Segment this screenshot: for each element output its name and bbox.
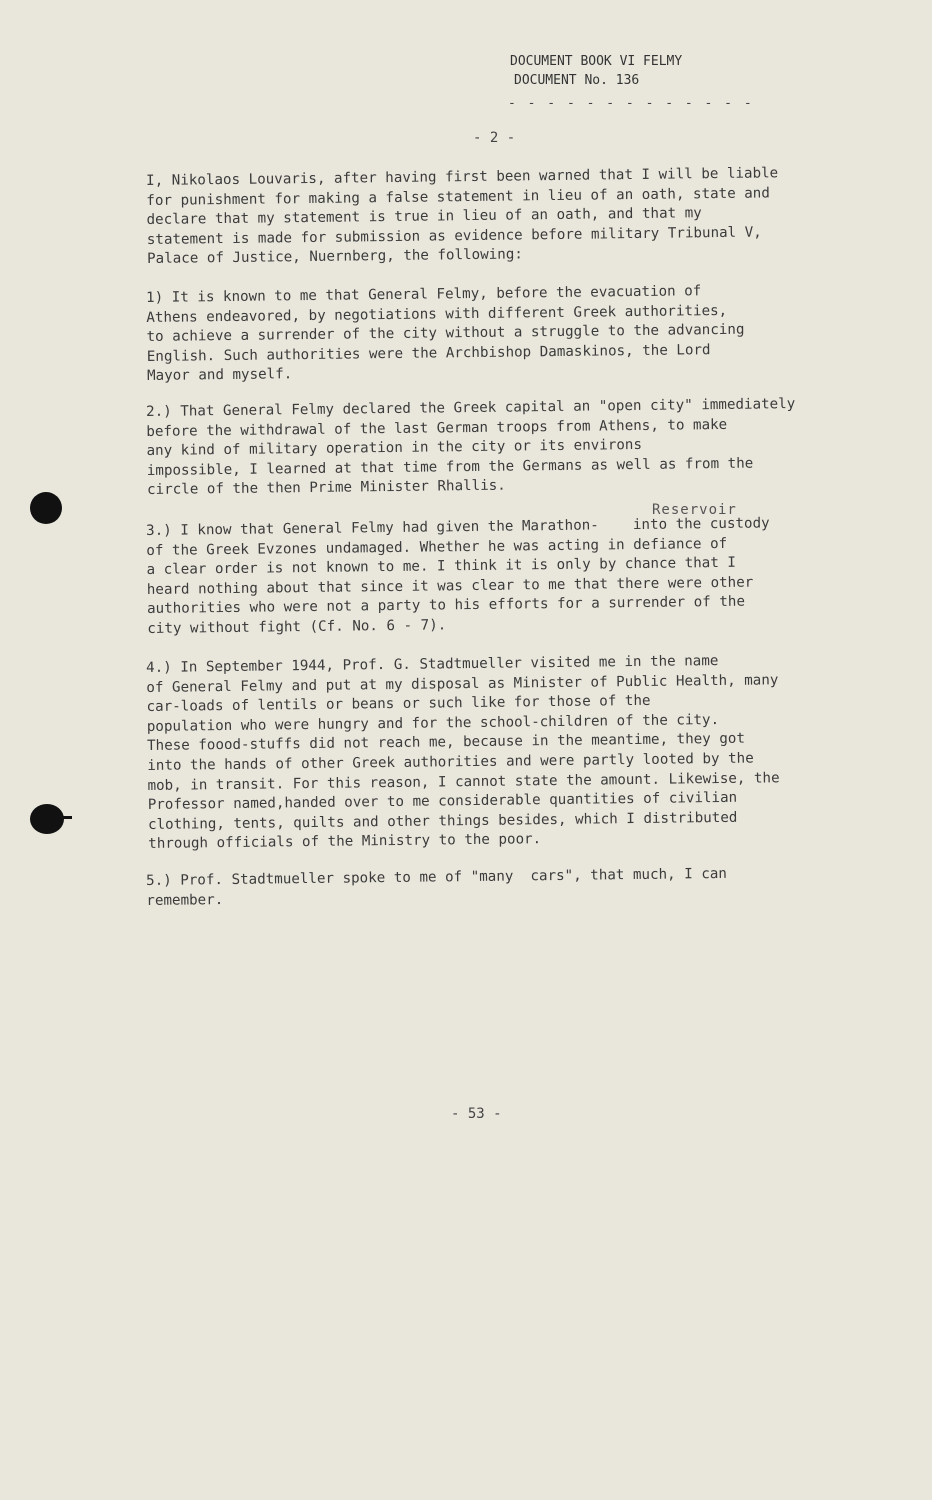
text-line: mob, in transit. For this reason, I cannot state the amount. Likewise, the	[147, 769, 780, 794]
text-line: 1) It is known to me that General Felmy, before the evacuation of	[146, 283, 702, 306]
text-line: population who were hungry and for the school-children of the city.	[146, 711, 720, 735]
text-line: of General Felmy and put at my disposal as Minister of Public Health, many	[146, 671, 779, 696]
text-line: statement is made for submission as evidence before military Tribunal V,	[146, 224, 762, 248]
document-book-title: DOCUMENT BOOK VI FELMY	[510, 54, 683, 69]
text-line: Professor named,handed over to me considerable quantities of civilian	[147, 789, 738, 814]
text-line: into the hands of other Greek authorities and were partly looted by the	[147, 750, 754, 774]
text-line: 4.) In September 1944, Prof. G. Stadtmueller visited me in the name	[146, 653, 719, 676]
punch-hole	[30, 492, 62, 524]
paragraph-4	[146, 650, 888, 855]
text-line: authorities who were not a party to his efforts for a surrender of the	[146, 594, 746, 618]
text-line: a clear order is not known to me. I think it is only by chance that I	[146, 554, 737, 579]
text-line: circle of the then Prime Minister Rhallis.	[146, 477, 506, 499]
text-line: 5.) Prof. Stadtmueller spoke to me of "many cars", that much, I can	[146, 865, 728, 889]
page-marker-top: - 2 -	[473, 130, 516, 146]
text-line: English. Such authorities were the Archbishop Damaskinos, the Lord	[146, 341, 711, 365]
page-number: - 53 -	[451, 1106, 502, 1122]
text-line: impossible, I learned at that time from the Germans as well as from the	[146, 455, 754, 479]
document-header	[510, 52, 682, 90]
punch-hole-tear	[62, 816, 72, 819]
header-separator: - - - - - - - - - - - - -	[508, 96, 754, 111]
text-line: Athens endeavored, by negotiations with different Greek authorities,	[146, 302, 728, 326]
paragraph-1	[146, 280, 887, 387]
intro-paragraph	[146, 163, 887, 270]
text-line: remember.	[146, 891, 224, 909]
text-line: I, Nikolaos Louvaris, after having first been warned that I will be liable	[146, 165, 779, 189]
text-line: 3.) I know that General Felmy had given the Marathon- into the custody	[146, 515, 770, 539]
paragraph-3	[146, 513, 887, 640]
text-line: through officials of the Ministry to the poor.	[148, 831, 542, 853]
text-line: car-loads of lentils or beans or such like for those of the	[146, 693, 651, 716]
text-line: to achieve a surrender of the city without a struggle to the advancing	[146, 321, 745, 346]
text-line: any kind of military operation in the city or its environs	[146, 437, 643, 460]
text-line: These foood-stuffs did not reach me, because in the meantime, they got	[146, 731, 746, 755]
text-line: city without fight (Cf. No. 6 - 7).	[147, 617, 447, 637]
paragraph-5	[146, 863, 886, 911]
document-number: DOCUMENT No. 136	[514, 73, 640, 88]
handwritten-insert-reservoir: Reservoir	[652, 502, 737, 518]
text-line: Palace of Justice, Nuernberg, the following:	[146, 246, 523, 268]
text-line: 2.) That General Felmy declared the Greek capital an "open city" immediately	[146, 396, 796, 420]
text-line: heard nothing about that since it was clear to me that there were other	[146, 574, 754, 598]
text-line: for punishment for making a false statement in lieu of an oath, state and	[146, 184, 770, 209]
text-line: of the Greek Evzones undamaged. Whether he was acting in defiance of	[146, 535, 728, 559]
paragraph-2	[146, 394, 887, 501]
text-line: declare that my statement is true in lieu of an oath, and that my	[146, 205, 702, 229]
punch-hole	[30, 804, 64, 834]
text-line: Mayor and myself.	[146, 366, 293, 385]
text-line: clothing, tents, quilts and other things besides, which I distributed	[147, 809, 738, 833]
text-line: before the withdrawal of the last German troops from Athens, to make	[146, 416, 728, 440]
